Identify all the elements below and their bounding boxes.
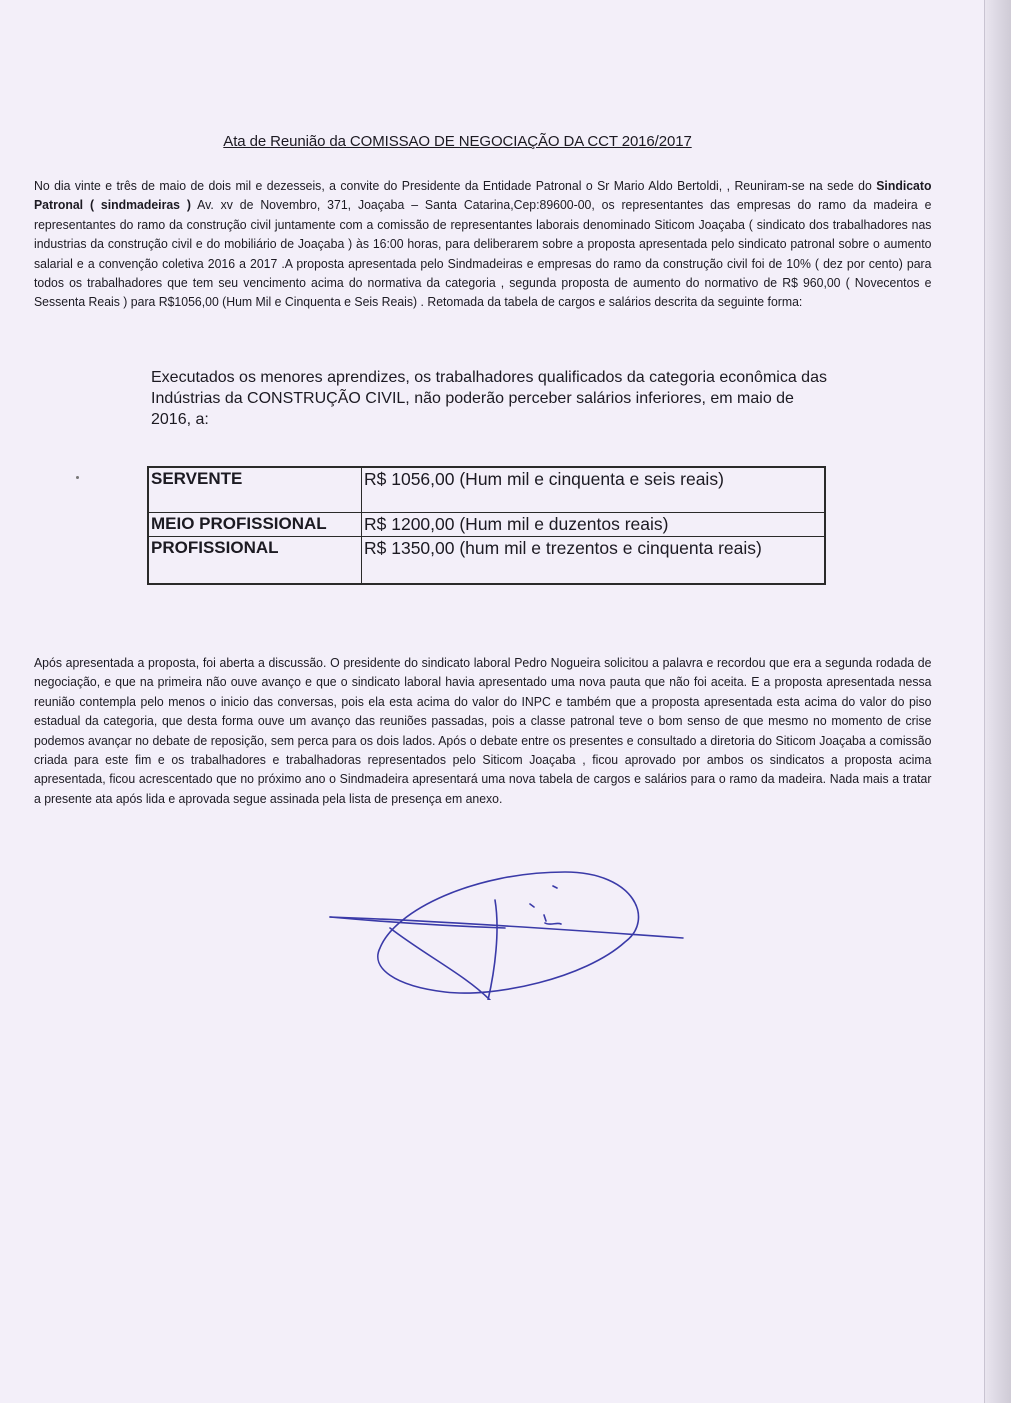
document-title: Ata de Reunião da COMISSAO DE NEGOCIAÇÃO DA CCT 2016/2017 <box>223 133 692 150</box>
handwritten-signature <box>325 860 690 1000</box>
category-cell: MEIO PROFISSIONAL <box>148 513 362 537</box>
value-cell: R$ 1350,00 (hum mil e trezentos e cinquenta reais) <box>362 537 826 585</box>
table-row <box>148 513 825 537</box>
sindicato-name: Sindicato Patronal ( sindmadeiras ) <box>34 178 932 213</box>
category-cell: PROFISSIONAL <box>148 537 362 585</box>
scan-speck <box>76 476 79 479</box>
opening-paragraph-part1: No dia vinte e três de maio de dois mil e dezesseis, a convite do Presidente da Entidade Patronal o Sr Mario Aldo Bertoldi, , Reuniram-se na sede do <box>34 178 877 193</box>
salary-intro: Executados os menores aprendizes, os trabalhadores qualificados da categoria econômica das Indústrias da CONSTRUÇÃO CIVIL, não poderão perceber salários inferiores, em maio de 2016, a: <box>151 369 827 428</box>
opening-paragraph-part2: Av. xv de Novembro, 371, Joaçaba – Santa Catarina,Cep:89600-00, os representantes das empresas do ramo da madeira e representantes do ramo da construção civil juntamente com a comissão de representantes laborais denominado Siticom Joaçaba ( sindicato dos trabalhadores nas industrias da construção civil e do mobiliário de Joaçaba ) às 16:00 horas, para deliberarem sobre a proposta apresentada pelo sindicato patronal sobre o aumento salarial e a convenção coletiva 2016 a 2017 .A proposta apresentada pelo Sindmadeiras e empresas do ramo da construção civil foi de 10% ( dez por cento) para todos os trabalhadores que tem seu vencimento acima do normativa da categoria , segunda proposta de aumento do normativo de R$ 960,00 ( Novecentos e Sessenta Reais ) para R$1056,00 (Hum Mil e Cinquenta e Seis Reais) . Retomada da tabela de cargos e salários descrita da seguinte forma: <box>34 197 932 310</box>
opening-paragraph <box>34 176 931 312</box>
category-cell: SERVENTE <box>148 467 362 513</box>
value-cell: R$ 1200,00 (Hum mil e duzentos reais) <box>362 513 826 537</box>
page-edge <box>984 0 1011 1403</box>
table-row <box>148 537 825 585</box>
discussion-paragraph: Após apresentada a proposta, foi aberta a discussão. O presidente do sindicato laboral Pedro Nogueira solicitou a palavra e recordou que era a segunda rodada de negociação, e que na primeira não ouve avanço e que o sindicato laboral havia apresentado uma nova pauta que não foi aceita. E a proposta apresentada nessa reunião contempla pelo menos o inicio das conversas, pois ela esta acima do valor do INPC e também que a proposta apresentada esta acima do valor do piso estadual da categoria, que desta forma ouve um avanço das reuniões passadas, pois a classe patronal teve o bom senso de que mesmo no momento de crise podemos avançar no debate de reposição, sem perca para os dois lados. Após o debate entre os presentes e consultado a diretoria do Siticom Joaçaba a comissão criada para este fim e os trabalhadores e trabalhadoras representados pelo Siticom Joaçaba , ficou aprovado por ambos os sindicatos a proposta acima apresentada, ficou acrescentado que no próximo ano o Sindmadeira apresentará uma nova tabela de cargos e salários para o ramo da madeira. Nada mais a tratar a presente ata após lida e aprovada segue assinada pela lista de presença em anexo. <box>34 655 932 806</box>
value-cell: R$ 1056,00 (Hum mil e cinquenta e seis reais) <box>362 467 826 513</box>
table-row <box>148 467 825 513</box>
salary-table <box>147 466 826 585</box>
